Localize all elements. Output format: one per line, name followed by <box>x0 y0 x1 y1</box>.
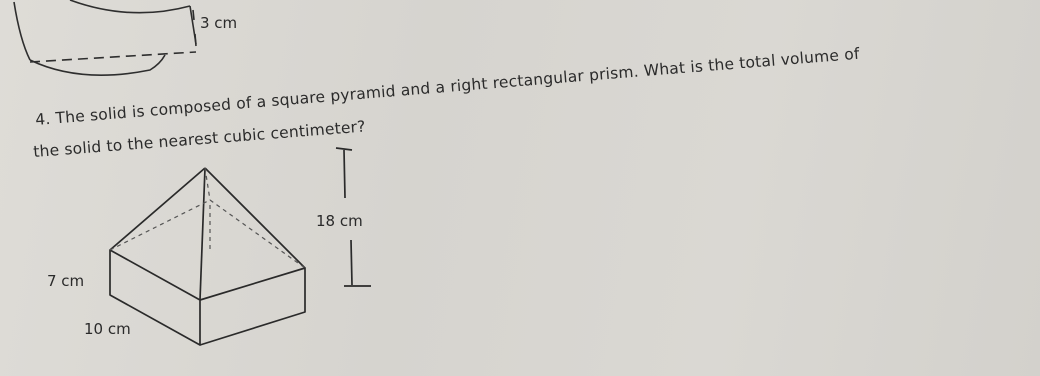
height-marker-bottom-line <box>351 240 352 285</box>
pyramid-edge-right <box>205 168 305 268</box>
question-text-line-1: 4. The solid is composed of a square pyramid and a right rectangular prism. What is the total volume of <box>34 44 861 129</box>
pyramid-edge-front <box>200 168 205 300</box>
height-marker-top-cap <box>336 148 352 150</box>
prism-front-right-face <box>200 268 305 345</box>
question-text-line-2: the solid to the nearest cubic centimeter? <box>32 117 367 161</box>
base-hidden-edge-right <box>210 200 305 268</box>
cylinder-height-label: 3 cm <box>200 14 238 32</box>
height-marker-top-line <box>344 150 345 198</box>
solid-height-label: 18 cm <box>316 212 363 230</box>
prism-width-label: 7 cm <box>47 272 85 290</box>
prism-length-label: 10 cm <box>84 320 131 338</box>
